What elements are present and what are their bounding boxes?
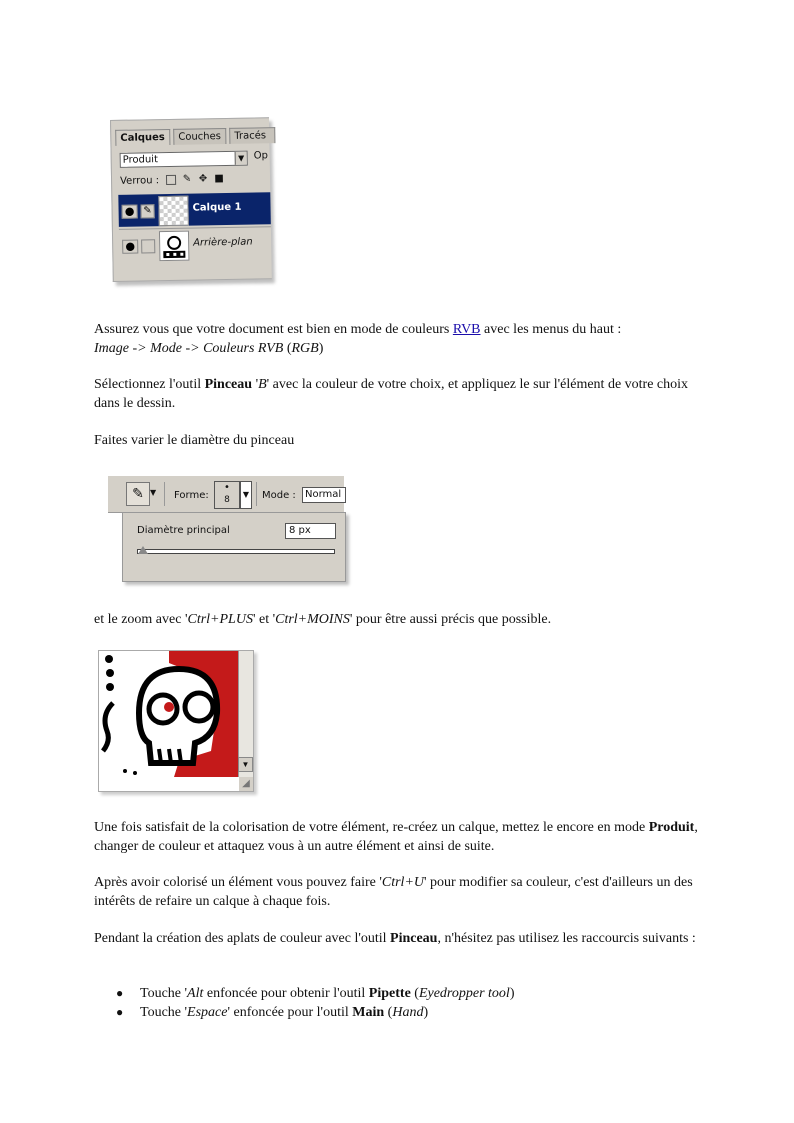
blend-mode-value: Produit [122,154,159,166]
skull-drawing [99,651,239,777]
layer-thumbnail-transparent [158,196,189,227]
paragraph-satisfied [94,818,704,856]
italic-text: Ctrl+PLUS [187,612,253,627]
text: enfoncée pour obtenir l'outil [203,986,369,1001]
bold-text: Pinceau [204,377,253,392]
italic-text: Ctrl+U [381,875,424,890]
lock-label: Verrou : [119,175,160,187]
text: ) [318,341,324,356]
text: ( [384,1005,393,1020]
text: Une fois satisfait de la colorisation de votre élément, re-créez un calque, mettez le encore en mode [94,820,649,835]
italic-text: B [258,377,267,392]
text: Touche ' [140,1005,188,1020]
chevron-down-icon[interactable]: ▼ [240,481,252,509]
shortcut-list [94,984,740,1022]
bold-text: Pipette [368,986,411,1001]
tab-traces[interactable]: Tracés [229,127,275,144]
zoomed-canvas-screenshot [98,650,254,792]
chevron-down-icon[interactable]: ▼ [150,488,157,497]
layer-row-calque-1[interactable] [118,192,271,227]
layer-thumbnail-drawing [159,231,190,262]
brush-icon: ✎ [132,486,144,502]
bullet-icon: ● [116,1005,124,1019]
layer-name: Calque 1 [192,201,242,214]
text: ( [410,986,419,1001]
text: ) [509,986,515,1001]
rvb-link[interactable]: RVB [452,322,481,337]
tab-calques[interactable]: Calques [115,129,170,146]
lock-brush-icon[interactable]: ✎ [182,173,192,185]
paragraph-ctrl-u [94,873,704,911]
brush-preset-picker[interactable] [214,481,240,509]
diameter-input[interactable]: 8 px [285,523,336,539]
diameter-slider-track[interactable] [137,549,335,554]
paragraph-zoom [94,610,704,629]
bold-text: Pinceau [390,931,438,946]
bullet-icon: ● [116,986,124,1000]
text: ' enfoncée pour l'outil [227,1005,353,1020]
tab-couches[interactable]: Couches [173,128,226,145]
italic-text: Alt [187,986,204,1001]
rgb-text: RGB [291,341,319,356]
lock-move-icon[interactable]: ✥ [198,173,208,185]
brush-icon: ✎ [140,204,154,218]
lock-all-icon[interactable]: ■ [214,173,224,185]
text: Touche ' [140,986,188,1001]
opacity-label: Op [253,150,268,162]
eye-icon[interactable]: ● [122,240,138,254]
text: Pendant la création des aplats de couleur avec l'outil [94,931,391,946]
list-item [116,1003,740,1022]
bold-text: Main [352,1005,385,1020]
text: Assurez vous que votre document est bien en mode de couleurs [94,322,453,337]
text: Sélectionnez l'outil [94,377,205,392]
menu-path: Image -> Mode -> Couleurs RVB [94,341,284,356]
resize-grip-icon[interactable]: ◢ [239,777,253,791]
text: avec les menus du haut : [480,322,622,337]
text: ' avec la couleur de votre choix, et appliquez le sur l'élément de votre choix dans le dessin. [94,377,689,411]
text: ' et ' [252,612,276,627]
paragraph-select-brush [94,375,704,413]
link-box [141,239,155,253]
italic-text: Hand [392,1005,424,1020]
options-bar [108,476,344,513]
brush-diameter-popup [122,512,346,582]
lock-transparency-icon[interactable] [166,175,176,185]
chevron-down-icon[interactable]: ▼ [235,152,247,165]
brush-options-screenshot [108,476,348,586]
text: Après avoir colorisé un élément vous pouvez faire ' [94,875,382,890]
italic-text: Espace [187,1005,228,1020]
paragraph-diameter: Faites varier le diamètre du pinceau [94,433,295,448]
paragraph-rgb-mode [94,320,704,358]
layers-panel-body [110,117,272,282]
text: ( [283,341,292,356]
text: et le zoom avec ' [94,612,188,627]
layer-name: Arrière-plan [193,236,253,249]
brush-tool-button[interactable] [126,482,150,506]
separator [164,482,165,506]
paragraph-shortcuts-intro [94,929,704,948]
brush-size-label: 8 [224,495,230,505]
text: ) [423,1005,429,1020]
text: ' pour être aussi précis que possible. [349,612,552,627]
text: ' [252,377,259,392]
diameter-slider-thumb[interactable] [138,546,148,554]
layer-row-background[interactable] [119,226,272,262]
text: ' pour modifier sa couleur, c'est d'ailleurs un des intérêts de refaire un calque à chaque fois. [94,875,693,909]
layers-panel-screenshot [108,112,272,284]
italic-text: Ctrl+MOINS [275,612,350,627]
vertical-scrollbar[interactable] [238,651,253,777]
mode-label: Mode : [262,490,296,501]
separator [256,482,257,506]
list-item [116,984,740,1003]
eye-icon[interactable]: ● [121,205,137,219]
brush-dot-icon: • [224,482,230,493]
diameter-label: Diamètre principal [137,525,230,536]
text: , n'hésitez pas utilisez les raccourcis suivants : [437,931,696,946]
text: , changer de couleur et attaquez vous à un autre élément et ainsi de suite. [94,820,698,854]
forme-label: Forme: [174,490,209,501]
scroll-down-icon[interactable]: ▼ [238,757,253,772]
blend-mode-select[interactable] [120,151,248,168]
mode-select[interactable]: Normal [302,487,346,503]
bold-text: Produit [648,820,695,835]
italic-text: Eyedropper tool [418,986,510,1001]
